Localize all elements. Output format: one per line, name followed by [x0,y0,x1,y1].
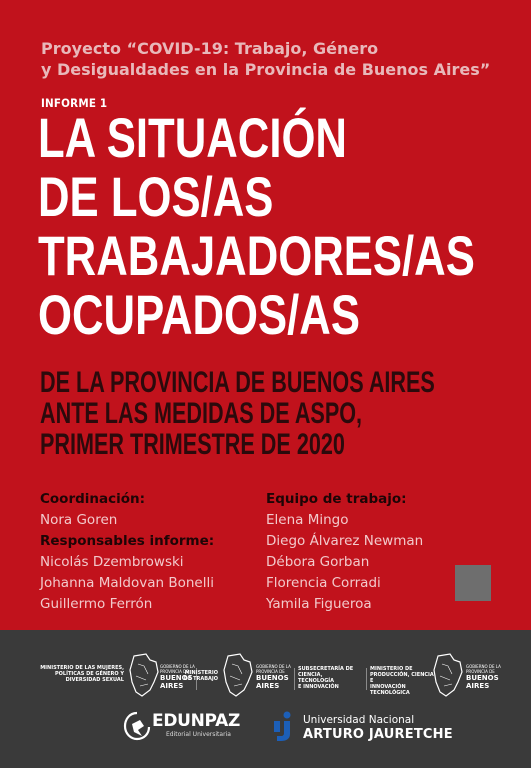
logo-text-line: PRODUCCIÓN, CIENCIA E [370,672,434,684]
project-title-line: Proyecto “COVID-19: Trabajo, Género [41,39,379,58]
team-heading: Equipo de trabajo: [266,491,407,507]
subtitle-line: DE LA PROVINCIA DE BUENOS AIRES [40,366,435,399]
logo-text-line: MINISTERIO DE [370,666,413,672]
logo-text-line: SUBSECRETARÍA DE [298,666,354,672]
gov-label-big [466,674,499,690]
ministry-production-label [370,666,438,696]
edunpaz-subtitle: Editorial Universitaria [166,731,231,738]
logo-divider [294,668,295,690]
credit-name: Diego Álvarez Newman [266,533,424,549]
credit-name: Florencia Corradi [266,575,381,591]
decorative-square [455,565,491,601]
institution-logos [0,630,531,768]
credit-name: Johanna Maldovan Bonelli [40,575,214,591]
unaj-university-label: Universidad Nacional [303,714,415,726]
credit-name: Yamila Figueroa [266,596,372,612]
logo-text-line: PROVINCIA DE [160,669,189,674]
logo-text-line: GOBIERNO DE LA [256,664,291,669]
main-title-line: OCUPADOS/AS [38,283,360,346]
province-map-icon [432,652,464,698]
credit-name: Elena Mingo [266,512,349,528]
gov-label-small [466,664,501,674]
logo-text-line: AIRES [256,682,280,690]
main-title-line: LA SITUACIÓN [38,106,347,169]
logo-text-line: INNOVACIÓN TECNOLÓGICA [370,684,410,696]
logo-text-line: E INNOVACIÓN [298,684,339,690]
logo-text-line: MINISTERIO DE LAS MUJERES, [40,665,124,671]
logo-text-line: BUENOS [466,674,499,682]
project-title [41,38,511,80]
coordination-heading: Coordinación: [40,491,146,507]
edunpaz-bird-icon [122,710,152,742]
main-title-line: TRABAJADORES/AS [38,224,475,287]
project-title-line: y Desigualdades en la Provincia de Buenos Aires” [41,60,491,79]
ministry-labor-label [178,670,218,682]
logo-text-line: AIRES [160,682,184,690]
province-map-icon [128,652,160,698]
credits-right-column [266,489,423,615]
main-title-line: DE LOS/AS [38,165,274,228]
logo-text-line: BUENOS [160,674,193,682]
gov-label-small [256,664,291,674]
subtitle [40,367,435,460]
report-authors-heading: Responsables informe: [40,533,215,549]
subtitle-line: PRIMER TRIMESTRE DE 2020 [40,428,345,461]
logo-text-line: GOBIERNO DE LA [466,664,501,669]
logo-divider [366,668,367,690]
credit-name: Débora Gorban [266,554,370,570]
credits-left-column [40,489,214,615]
credit-name: Nicolás Dzembrowski [40,554,184,570]
credit-name: Guillermo Ferrón [40,596,153,612]
unaj-name-label: ARTURO JAURETCHE [303,727,453,742]
credit-name: Nora Goren [40,512,118,528]
edunpaz-wordmark: EDUNPAZ [152,711,241,731]
province-map-icon [222,652,254,698]
logo-text-line: MINISTERIO [184,670,218,676]
report-number-label: INFORME 1 [41,96,108,110]
ministry-women-label [28,665,124,683]
main-title [38,106,475,346]
logo-text-line: DE TRABAJO [183,676,218,682]
unaj-logo-icon [272,710,298,742]
logo-text-line: DIVERSIDAD SEXUAL [65,677,124,683]
undersecretary-label [298,666,360,690]
gov-label-big [256,674,289,690]
logo-text-line: CIENCIA, TECNOLOGÍA [298,672,335,684]
logo-text-line: GOBIERNO DE LA [160,664,195,669]
logo-text-line: BUENOS [256,674,289,682]
logo-text-line: PROVINCIA DE [466,669,495,674]
logo-text-line: POLÍTICAS DE GÉNERO Y [54,671,124,677]
logo-text-line: AIRES [466,682,490,690]
logo-text-line: PROVINCIA DE [256,669,285,674]
subtitle-line: ANTE LAS MEDIDAS DE ASPO, [40,397,363,430]
